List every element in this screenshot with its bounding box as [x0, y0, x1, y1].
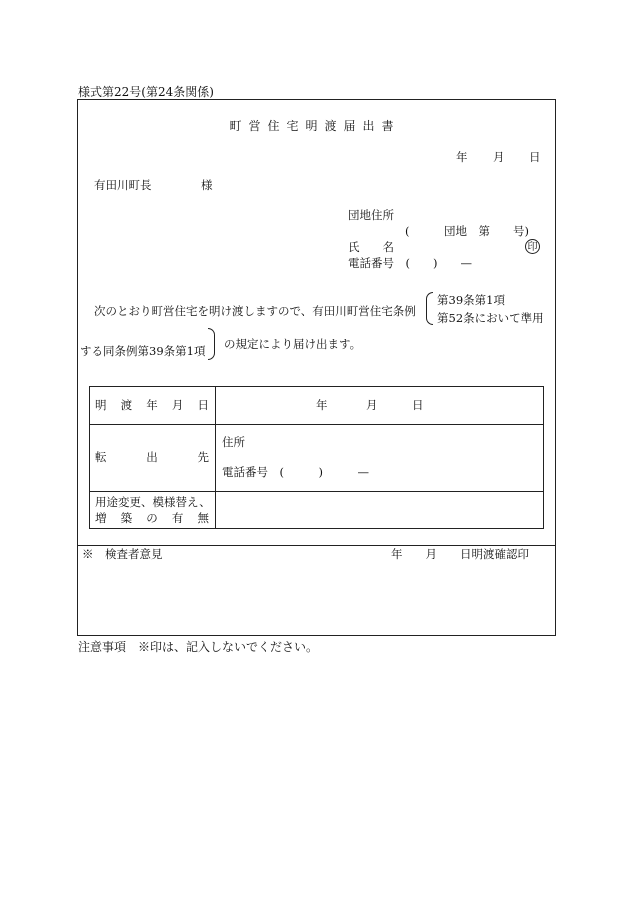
inspector-opinion-label: ※ 検査者意見: [82, 547, 163, 561]
day-char: 日: [529, 150, 541, 164]
address-label: 団地住所: [348, 208, 394, 222]
moveout-date-label: 明 渡 年 月 日: [95, 398, 209, 412]
phone-field: 電話番号 ( ) —: [348, 256, 472, 270]
addressee-name: 有田川町長: [94, 178, 152, 192]
section-divider: [77, 545, 556, 546]
moveout-month: 月: [366, 398, 378, 412]
table-column-divider: [215, 386, 216, 529]
table-row-divider: [89, 491, 544, 492]
form-number-label: 様式第22号(第24条関係): [78, 85, 214, 99]
alteration-label-line1: 用途変更、模様替え、: [95, 495, 211, 509]
article-option-1: 第39条第1項: [437, 293, 505, 307]
table-row-divider: [89, 424, 544, 425]
right-brace: [208, 328, 215, 360]
note-text: 注意事項 ※印は、記入しないでください。: [78, 640, 319, 654]
confirmation-seal-label: 年 月 日明渡確認印: [391, 547, 529, 561]
destination-phone-label: 電話番号 ( ) —: [222, 465, 369, 479]
destination-label: 転 出 先: [95, 450, 209, 464]
page-title: 町営住宅明渡届出書: [229, 119, 401, 133]
address-field: ( 団地 第 号): [405, 224, 529, 238]
month-char: 月: [493, 150, 505, 164]
statement-part3: の規定により届け出ます。: [224, 337, 362, 351]
name-label: 氏 名: [348, 240, 394, 254]
year-char: 年: [456, 150, 468, 164]
statement-part1: 次のとおり町営住宅を明け渡しますので、有田川町営住宅条例: [94, 304, 416, 318]
addressee-honorific: 様: [201, 178, 213, 192]
moveout-year: 年: [316, 398, 328, 412]
left-brace: [426, 292, 433, 325]
moveout-day: 日: [412, 398, 424, 412]
statement-part2: する同条例第39条第1項: [80, 344, 206, 358]
seal-mark-icon: 印: [525, 239, 540, 254]
alteration-label-line2: 増 築 の 有 無: [95, 511, 209, 525]
destination-address-label: 住所: [222, 435, 245, 449]
article-option-2: 第52条において準用: [437, 311, 544, 325]
